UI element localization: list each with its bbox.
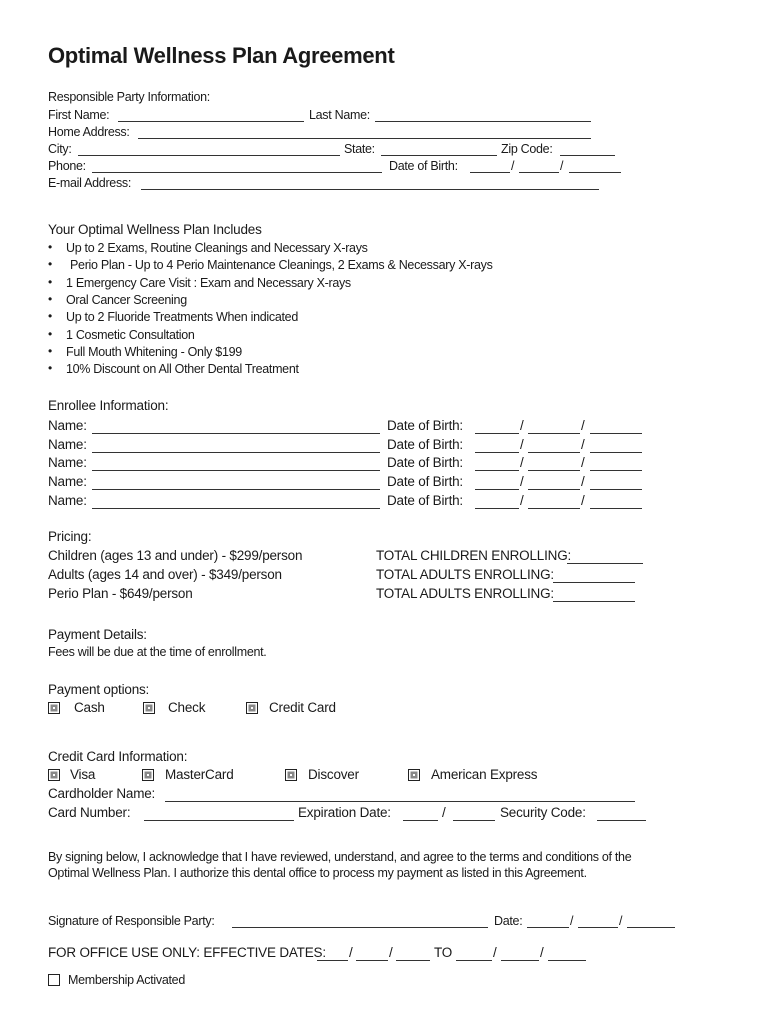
first-name-label: First Name:: [48, 108, 110, 122]
slash: /: [520, 455, 524, 471]
last-name-label: Last Name:: [309, 108, 370, 122]
plan-item: Up to 2 Exams, Routine Cleanings and Necessary X-rays: [66, 241, 368, 255]
expiration-label: Expiration Date:: [298, 805, 391, 820]
phone-label: Phone:: [48, 159, 86, 173]
signature-field[interactable]: [232, 927, 488, 928]
plan-heading: Your Optimal Wellness Plan Includes: [48, 222, 262, 237]
plan-item: Full Mouth Whitening - Only $199: [66, 344, 242, 359]
expiration-year-field[interactable]: [453, 820, 495, 821]
total-perio-field[interactable]: [553, 601, 635, 602]
enrollee-name-field[interactable]: [92, 508, 380, 509]
slash: /: [581, 418, 585, 433]
home-address-field[interactable]: [138, 138, 591, 139]
pricing-children: Children (ages 13 and under) - $299/person: [48, 548, 303, 563]
payment-options-heading: Payment options:: [48, 682, 150, 697]
enrollee-heading: Enrollee Information:: [48, 398, 169, 413]
total-adults-label: TOTAL ADULTS ENROLLING:: [376, 567, 554, 582]
total-children-field[interactable]: [567, 563, 643, 564]
slash: /: [560, 159, 564, 173]
slash: /: [442, 805, 446, 820]
mastercard-label: MasterCard: [165, 767, 234, 782]
phone-field[interactable]: [92, 172, 382, 173]
slash: /: [520, 418, 524, 433]
payment-note: Fees will be due at the time of enrollment.: [48, 645, 267, 659]
membership-activated-label: Membership Activated: [68, 973, 185, 987]
enrollee-name-field[interactable]: [92, 433, 380, 434]
home-address-label: Home Address:: [48, 125, 130, 139]
card-heading: Credit Card Information:: [48, 749, 188, 764]
to-label: TO: [434, 945, 453, 960]
enrollee-dob-month[interactable]: [475, 452, 519, 453]
plan-item: 1 Emergency Care Visit : Exam and Necessary X-rays: [66, 275, 351, 290]
zip-label: Zip Code:: [501, 142, 553, 156]
total-perio-label: TOTAL ADULTS ENROLLING:: [376, 586, 554, 601]
signature-date-year[interactable]: [627, 927, 675, 928]
zip-field[interactable]: [560, 155, 615, 156]
enrollee-dob-label: Date of Birth:: [387, 418, 463, 433]
enrollee-dob-year[interactable]: [590, 470, 642, 471]
pricing-adults: Adults (ages 14 and over) - $349/person: [48, 567, 282, 582]
enrollee-dob-year[interactable]: [590, 489, 642, 490]
credit-card-label: Credit Card: [269, 700, 336, 715]
responsible-dob-label: Date of Birth:: [389, 159, 458, 173]
enrollee-dob-day[interactable]: [528, 452, 580, 453]
enrollee-dob-label: Date of Birth:: [387, 492, 463, 508]
discover-label: Discover: [308, 767, 359, 782]
card-number-label: Card Number:: [48, 805, 131, 820]
signature-label: Signature of Responsible Party:: [48, 914, 215, 928]
enrollee-name-label: Name:: [48, 455, 87, 471]
slash: /: [581, 455, 585, 471]
cash-checkbox[interactable]: [48, 702, 60, 714]
slash: /: [619, 914, 623, 928]
slash: /: [349, 945, 353, 960]
city-label: City:: [48, 142, 72, 156]
enrollee-name-label: Name:: [48, 474, 87, 490]
plan-item: 1 Cosmetic Consultation: [66, 327, 195, 342]
plan-item: Perio Plan - Up to 4 Perio Maintenance Cleanings, 2 Exams & Necessary X-rays: [70, 258, 493, 273]
enrollee-dob-month[interactable]: [475, 508, 519, 509]
slash: /: [520, 436, 524, 452]
effective-end-day[interactable]: [501, 960, 539, 961]
enrollee-dob-year[interactable]: [590, 508, 642, 509]
bullet-icon: •: [48, 274, 53, 289]
enrollee-name-field[interactable]: [92, 470, 380, 471]
enrollee-name-field[interactable]: [92, 452, 380, 453]
enrollee-dob-year[interactable]: [590, 452, 642, 453]
cardholder-field[interactable]: [165, 801, 635, 802]
slash: /: [511, 159, 515, 173]
city-field[interactable]: [78, 155, 340, 156]
agreement-line-1: By signing below, I acknowledge that I have reviewed, understand, and agree to the terms and conditions of the: [48, 850, 632, 864]
responsible-dob-day[interactable]: [519, 172, 559, 173]
enrollee-name-label: Name:: [48, 418, 87, 433]
plan-item: Oral Cancer Screening: [66, 292, 187, 307]
cardholder-label: Cardholder Name:: [48, 786, 156, 801]
email-label: E-mail Address:: [48, 176, 132, 190]
mastercard-checkbox[interactable]: [142, 769, 154, 781]
security-code-label: Security Code:: [500, 805, 586, 820]
enrollee-dob-month[interactable]: [475, 489, 519, 490]
slash: /: [581, 474, 585, 490]
enrollee-dob-month[interactable]: [475, 433, 519, 434]
slash: /: [581, 492, 585, 508]
payment-heading: Payment Details:: [48, 627, 147, 642]
effective-end-month[interactable]: [456, 960, 492, 961]
enrollee-dob-day[interactable]: [528, 489, 580, 490]
responsible-dob-month[interactable]: [470, 172, 510, 173]
enrollee-dob-month[interactable]: [475, 470, 519, 471]
bullet-icon: •: [48, 343, 53, 358]
total-adults-field[interactable]: [553, 582, 635, 583]
signature-date-month[interactable]: [527, 927, 569, 928]
expiration-month-field[interactable]: [403, 820, 438, 821]
effective-start-month[interactable]: [317, 960, 348, 961]
enrollee-dob-label: Date of Birth:: [387, 436, 463, 452]
state-label: State:: [344, 142, 375, 156]
effective-start-year[interactable]: [396, 960, 430, 961]
office-effective-label: FOR OFFICE USE ONLY: EFFECTIVE DATES:: [48, 945, 326, 960]
slash: /: [520, 492, 524, 508]
slash: /: [389, 945, 393, 960]
visa-label: Visa: [70, 767, 96, 782]
agreement-line-2: Optimal Wellness Plan. I authorize this dental office to process my payment as listed in this Agreement.: [48, 866, 587, 880]
plan-item: 10% Discount on All Other Dental Treatment: [66, 362, 299, 377]
slash: /: [570, 914, 574, 928]
enrollee-name-label: Name:: [48, 436, 87, 452]
signature-date-day[interactable]: [578, 927, 618, 928]
check-label: Check: [168, 700, 206, 715]
plan-item: Up to 2 Fluoride Treatments When indicated: [66, 310, 298, 325]
credit-card-checkbox[interactable]: [246, 702, 258, 714]
enrollee-dob-day[interactable]: [528, 433, 580, 434]
visa-checkbox[interactable]: [48, 769, 60, 781]
discover-checkbox[interactable]: [285, 769, 297, 781]
enrollee-name-field[interactable]: [92, 489, 380, 490]
total-children-label: TOTAL CHILDREN ENROLLING:: [376, 548, 572, 563]
bullet-icon: •: [48, 326, 53, 341]
first-name-field[interactable]: [118, 121, 304, 122]
slash: /: [493, 945, 497, 960]
responsible-dob-year[interactable]: [569, 172, 621, 173]
pricing-perio: Perio Plan - $649/person: [48, 586, 193, 601]
slash: /: [520, 474, 524, 490]
signature-date-label: Date:: [494, 914, 523, 928]
bullet-icon: •: [48, 257, 53, 272]
membership-activated-checkbox[interactable]: [48, 974, 60, 986]
bullet-icon: •: [48, 361, 53, 376]
bullet-icon: •: [48, 309, 53, 324]
slash: /: [581, 436, 585, 452]
card-number-field[interactable]: [144, 820, 294, 821]
pricing-heading: Pricing:: [48, 529, 92, 544]
effective-start-day[interactable]: [356, 960, 388, 961]
enrollee-dob-year[interactable]: [590, 433, 642, 434]
enrollee-dob-day[interactable]: [528, 508, 580, 509]
state-field[interactable]: [381, 155, 497, 156]
cash-label: Cash: [74, 700, 105, 715]
slash: /: [540, 945, 544, 960]
amex-checkbox[interactable]: [408, 769, 420, 781]
effective-end-year[interactable]: [548, 960, 586, 961]
enrollee-dob-label: Date of Birth:: [387, 474, 463, 490]
enrollee-name-label: Name:: [48, 492, 87, 508]
enrollee-dob-label: Date of Birth:: [387, 455, 463, 471]
security-code-field[interactable]: [597, 820, 646, 821]
email-field[interactable]: [141, 189, 599, 190]
amex-label: American Express: [431, 767, 538, 782]
enrollee-dob-day[interactable]: [528, 470, 580, 471]
page-title: Optimal Wellness Plan Agreement: [48, 43, 395, 68]
last-name-field[interactable]: [375, 121, 591, 122]
responsible-heading: Responsible Party Information:: [48, 90, 210, 104]
bullet-icon: •: [48, 291, 53, 306]
check-checkbox[interactable]: [143, 702, 155, 714]
bullet-icon: •: [48, 240, 53, 254]
